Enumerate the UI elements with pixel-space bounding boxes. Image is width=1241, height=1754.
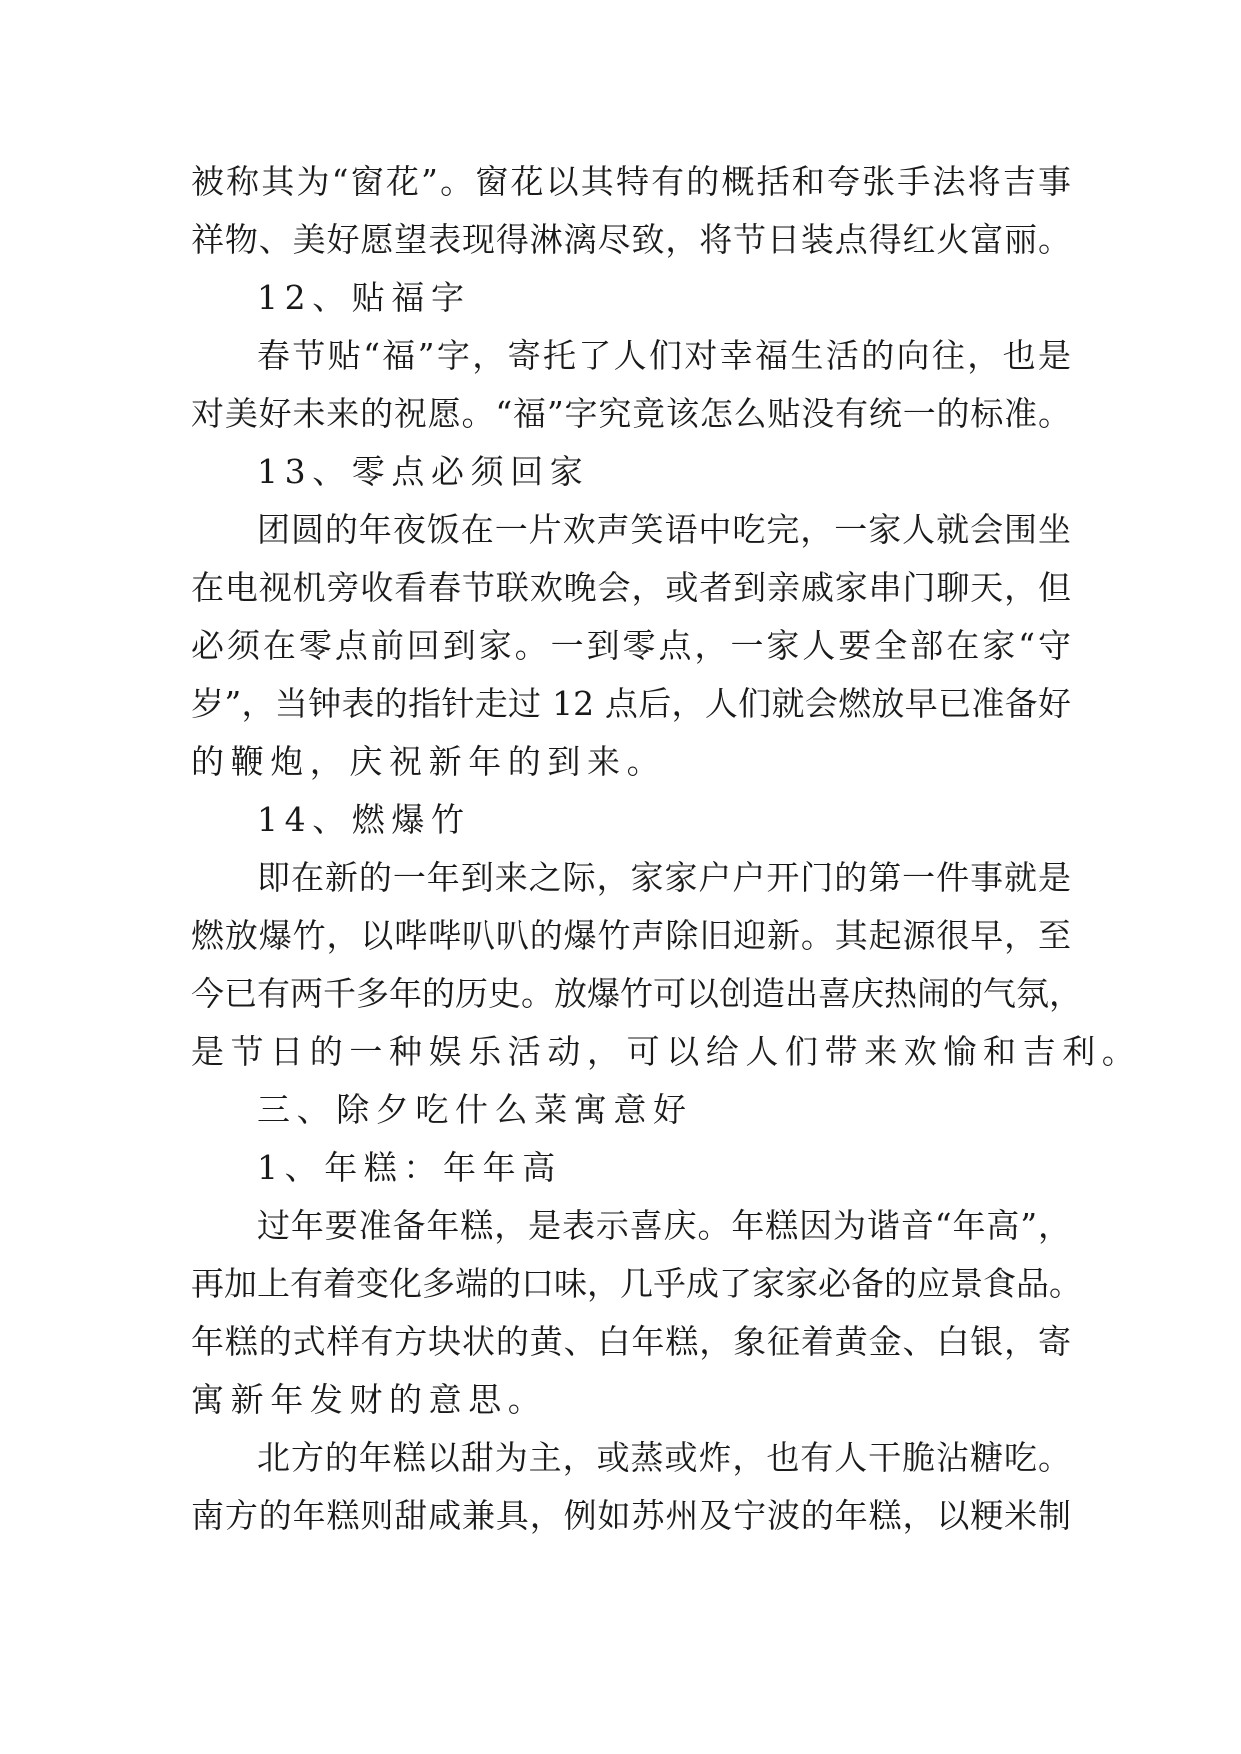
body-text-line: 必须在零点前回到家。一到零点，一家人要全部在家“守: [191, 626, 1071, 665]
body-text-line: 春节贴“福”字，寄托了人们对幸福生活的向往，也是: [257, 336, 1071, 375]
section-heading: 14、燃爆竹: [257, 800, 471, 839]
body-text-line: 祥物、美好愿望表现得淋漓尽致，将节日装点得红火富丽。: [191, 220, 1071, 259]
body-text-line: 被称其为“窗花”。窗花以其特有的概括和夸张手法将吉事: [191, 162, 1071, 201]
body-text-line: 岁”，当钟表的指针走过 12 点后，人们就会燃放早已准备好: [191, 684, 1071, 723]
body-text-line: 燃放爆竹，以哔哔叭叭的爆竹声除旧迎新。其起源很早，至: [191, 916, 1071, 955]
body-text-line: 团圆的年夜饭在一片欢声笑语中吃完，一家人就会围坐: [257, 510, 1071, 549]
body-text-line: 今已有两千多年的历史。放爆竹可以创造出喜庆热闹的气氛，: [191, 974, 1082, 1013]
section-heading: 1、年糕：年年高: [257, 1148, 562, 1187]
body-text-line: 对美好未来的祝愿。“福”字究竟该怎么贴没有统一的标准。: [191, 394, 1071, 433]
body-text-line: 过年要准备年糕，是表示喜庆。年糕因为谐音“年高”，: [257, 1206, 1071, 1245]
body-text-line: 年糕的式样有方块状的黄、白年糕，象征着黄金、白银，寄: [191, 1322, 1071, 1361]
body-text-line: 在电视机旁收看春节联欢晚会，或者到亲戚家串门聊天，但: [191, 568, 1071, 607]
body-text-line: 再加上有着变化多端的口味，几乎成了家家必备的应景食品。: [191, 1264, 1082, 1303]
body-text-line: 南方的年糕则甜咸兼具，例如苏州及宁波的年糕，以粳米制: [191, 1496, 1071, 1535]
section-heading: 13、零点必须回家: [257, 452, 590, 491]
body-text-line: 即在新的一年到来之际，家家户户开门的第一件事就是: [257, 858, 1071, 897]
body-text-line: 是节日的一种娱乐活动，可以给人们带来欢愉和吉利。: [191, 1032, 1142, 1071]
body-text-line: 的鞭炮，庆祝新年的到来。: [191, 742, 667, 781]
section-heading: 12、贴福字: [257, 278, 471, 317]
section-heading: 三、除夕吃什么菜寓意好: [257, 1090, 693, 1129]
body-text-line: 北方的年糕以甜为主，或蒸或炸，也有人干脆沾糖吃。: [257, 1438, 1071, 1477]
body-text-line: 寓新年发财的意思。: [191, 1380, 548, 1419]
